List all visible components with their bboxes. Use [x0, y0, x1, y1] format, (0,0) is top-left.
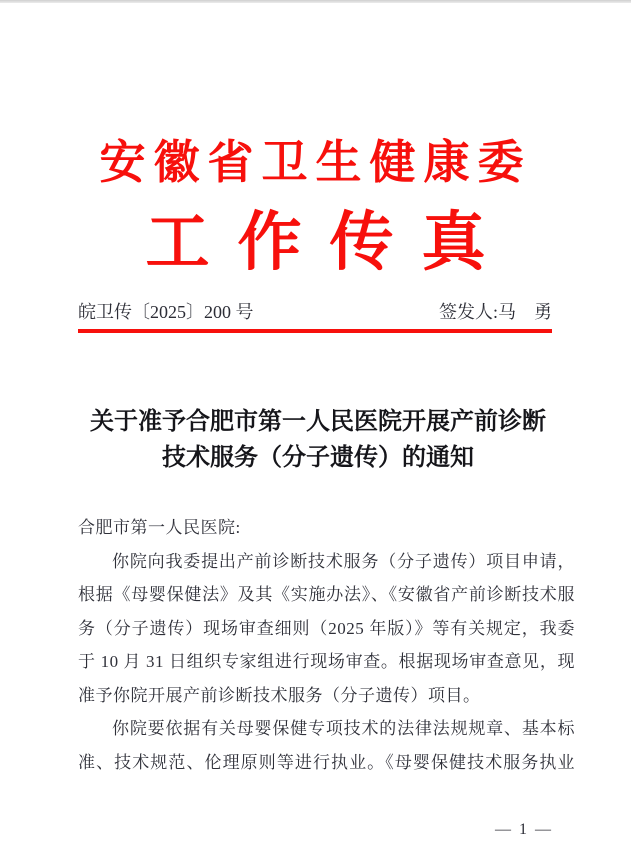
document-info-row	[78, 300, 552, 324]
body-line: 于 10 月 31 日组织专家组进行现场审查。根据现场审查意见，现	[78, 652, 575, 671]
document-title-line1: 关于准予合肥市第一人民医院开展产前诊断	[90, 409, 546, 435]
issuing-org-name: 安徽省卫生健康委	[99, 137, 532, 188]
document-title	[78, 404, 558, 476]
body-line: 你院要依据有关母婴保健专项技术的法律法规规章、基本标	[112, 719, 575, 738]
body-line: 你院向我委提出产前诊断技术服务（分子遗传）项目申请，	[112, 551, 575, 571]
document-type-banner: 工作传真	[145, 207, 514, 278]
document-body	[78, 511, 575, 779]
scan-top-edge	[0, 0, 631, 3]
document-number: 皖卫传〔2025〕200 号	[78, 302, 254, 322]
body-line: 务（分子遗传）现场审查细则（2025 年版）》等有关规定，我委	[78, 618, 575, 638]
salutation: 合肥市第一人民医院:	[78, 518, 241, 537]
body-line: 准、技术规范、伦理原则等进行执业。《母婴保健技术服务执业	[78, 752, 575, 772]
body-line: 根据《母婴保健法》及其《实施办法》、《安徽省产前诊断技术服	[78, 585, 575, 604]
red-divider-rule	[78, 329, 552, 333]
body-line: 准予你院开展产前诊断技术服务（分子遗传）项目。	[78, 685, 481, 705]
page-number: — 1 —	[495, 821, 553, 838]
issuer-name: 签发人:马 勇	[438, 302, 552, 322]
document-title-line2: 技术服务（分子遗传）的通知	[162, 445, 474, 471]
